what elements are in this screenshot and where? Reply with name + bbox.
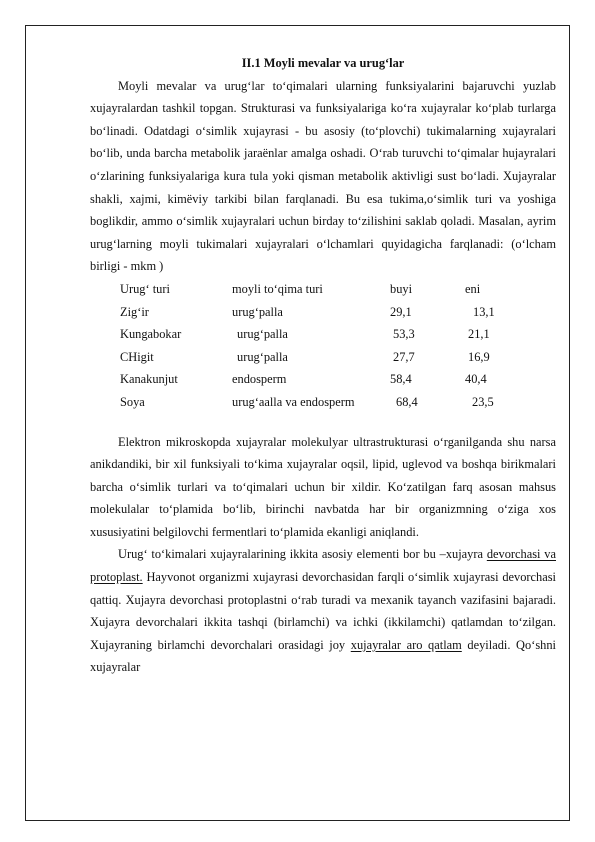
header-length: buyi [390, 281, 413, 296]
table-header-row [90, 278, 556, 301]
cell-width: 23,5 [472, 394, 494, 409]
header-tissue-type: moyli to‘qima turi [232, 281, 323, 296]
cell-width: 21,1 [468, 327, 490, 342]
spacer [90, 414, 556, 431]
cell-tissue: urug‘aalla va endosperm [232, 394, 355, 409]
cell-length: 53,3 [393, 327, 415, 342]
table-row [90, 368, 556, 391]
header-seed-type: Urug‘ turi [120, 281, 170, 296]
section-title: II.1 Moyli mevalar va urug‘lar [241, 56, 405, 70]
cell-length: 29,1 [390, 304, 412, 319]
underlined-term-intercellular-layer: xujayralar aro qatlam [350, 637, 462, 652]
cell-length: 68,4 [396, 394, 418, 409]
header-width: eni [465, 281, 481, 296]
document-body [90, 52, 556, 679]
cell-seed: Zig‘ir [120, 304, 149, 319]
cell-length: 58,4 [390, 372, 412, 387]
cell-length: 27,7 [393, 349, 415, 364]
table-row [90, 301, 556, 324]
table-row [90, 323, 556, 346]
cell-width: 40,4 [465, 372, 487, 387]
cell-size-table [90, 278, 556, 414]
table-row [90, 346, 556, 369]
cell-seed: Kungabokar [120, 327, 182, 342]
cell-seed: CHigit [120, 349, 154, 364]
cell-width: 13,1 [473, 304, 495, 319]
cell-tissue: urug‘palla [237, 327, 288, 342]
cell-tissue: urug‘palla [232, 304, 283, 319]
cell-seed: Kanakunjut [120, 372, 178, 387]
table-row [90, 391, 556, 414]
paragraph-3-start: Urug‘ to‘kimalari xujayralarining ikkita asosiy elementi bor bu –xujayra [118, 547, 487, 562]
underlined-term-cell-wall: devorchasi va protoplast. [90, 547, 556, 585]
cell-seed: Soya [120, 394, 145, 409]
paragraph-3-end: deyiladi. Qo‘shni xujayralar [90, 637, 556, 675]
paragraph-3-middle: Hayvonot organizmi xujayrasi devorchasidan farqli o‘simlik xujayrasi devorchasi qattiq. Xujayra devorchasi protoplastni o‘rab turadi va mexanik tayanch vazifasini bajaradi. Xujayra devorchalari ikkita tashqi (birlamchi) va ichki (ikkilamchi) qatlamdan to‘zilgan. Xujayraning birlamchi devorchalari orasidagi joy [90, 570, 556, 652]
paragraph-1: Moyli mevalar va urug‘lar to‘qimalari ularning funksiyalarini bajaruvchi yuzlab xujayralardan tashkil topgan. Strukturasi va funksiyalariga ko‘ra xujayralar ko‘plab turlarga bo‘linadi. Odatdagi o‘simlik xujayrasi - bu asosiy (to‘plovchi) tukimalarning xujayralari bo‘lib, unda barcha metabolik jaraënlar amalga oshadi. O‘rab turuvchi to‘qimalar hujayralari o‘zlarining funksiyalariga kura tula yoki qisman metabolik aktivligi sust bo‘ladi. Xujayralar shakli, xajmi, kimëviy tarkibi bilan farqlanadi. Bu esa tukima,o‘simlik turi va yoshiga boglikdir, ammo o‘simlik xujayralari uchun birday to‘zilishini saklab qoladi. Masalan, ayrim urug‘larning moyli tukimalari xujayralari o‘lchamlari quyidagicha farqlanadi: (o‘lcham birligi - mkm ) [90, 78, 556, 274]
paragraph-3 [90, 543, 556, 679]
cell-width: 16,9 [468, 349, 490, 364]
cell-tissue: endosperm [232, 372, 287, 387]
paragraph-2: Elektron mikroskopda xujayralar molekulyar ultrastrukturasi o‘rganilganda shu narsa anikdandiki, bir xil funksiyali to‘kima xujayralar oqsil, lipid, uglevod va boshqa birikmalari barcha o‘simlik turlari va to‘qimalari uchun bir xildir. Ko‘zatilgan farq asosan mahsus molekulalar to‘plamida bo‘lib, birinchi navbatda har bir organizmning o‘ziga xos xususiyatini belgilovchi fermentlari to‘plamida ekanligi aniqlandi. [90, 434, 556, 539]
cell-tissue: urug‘palla [237, 349, 288, 364]
